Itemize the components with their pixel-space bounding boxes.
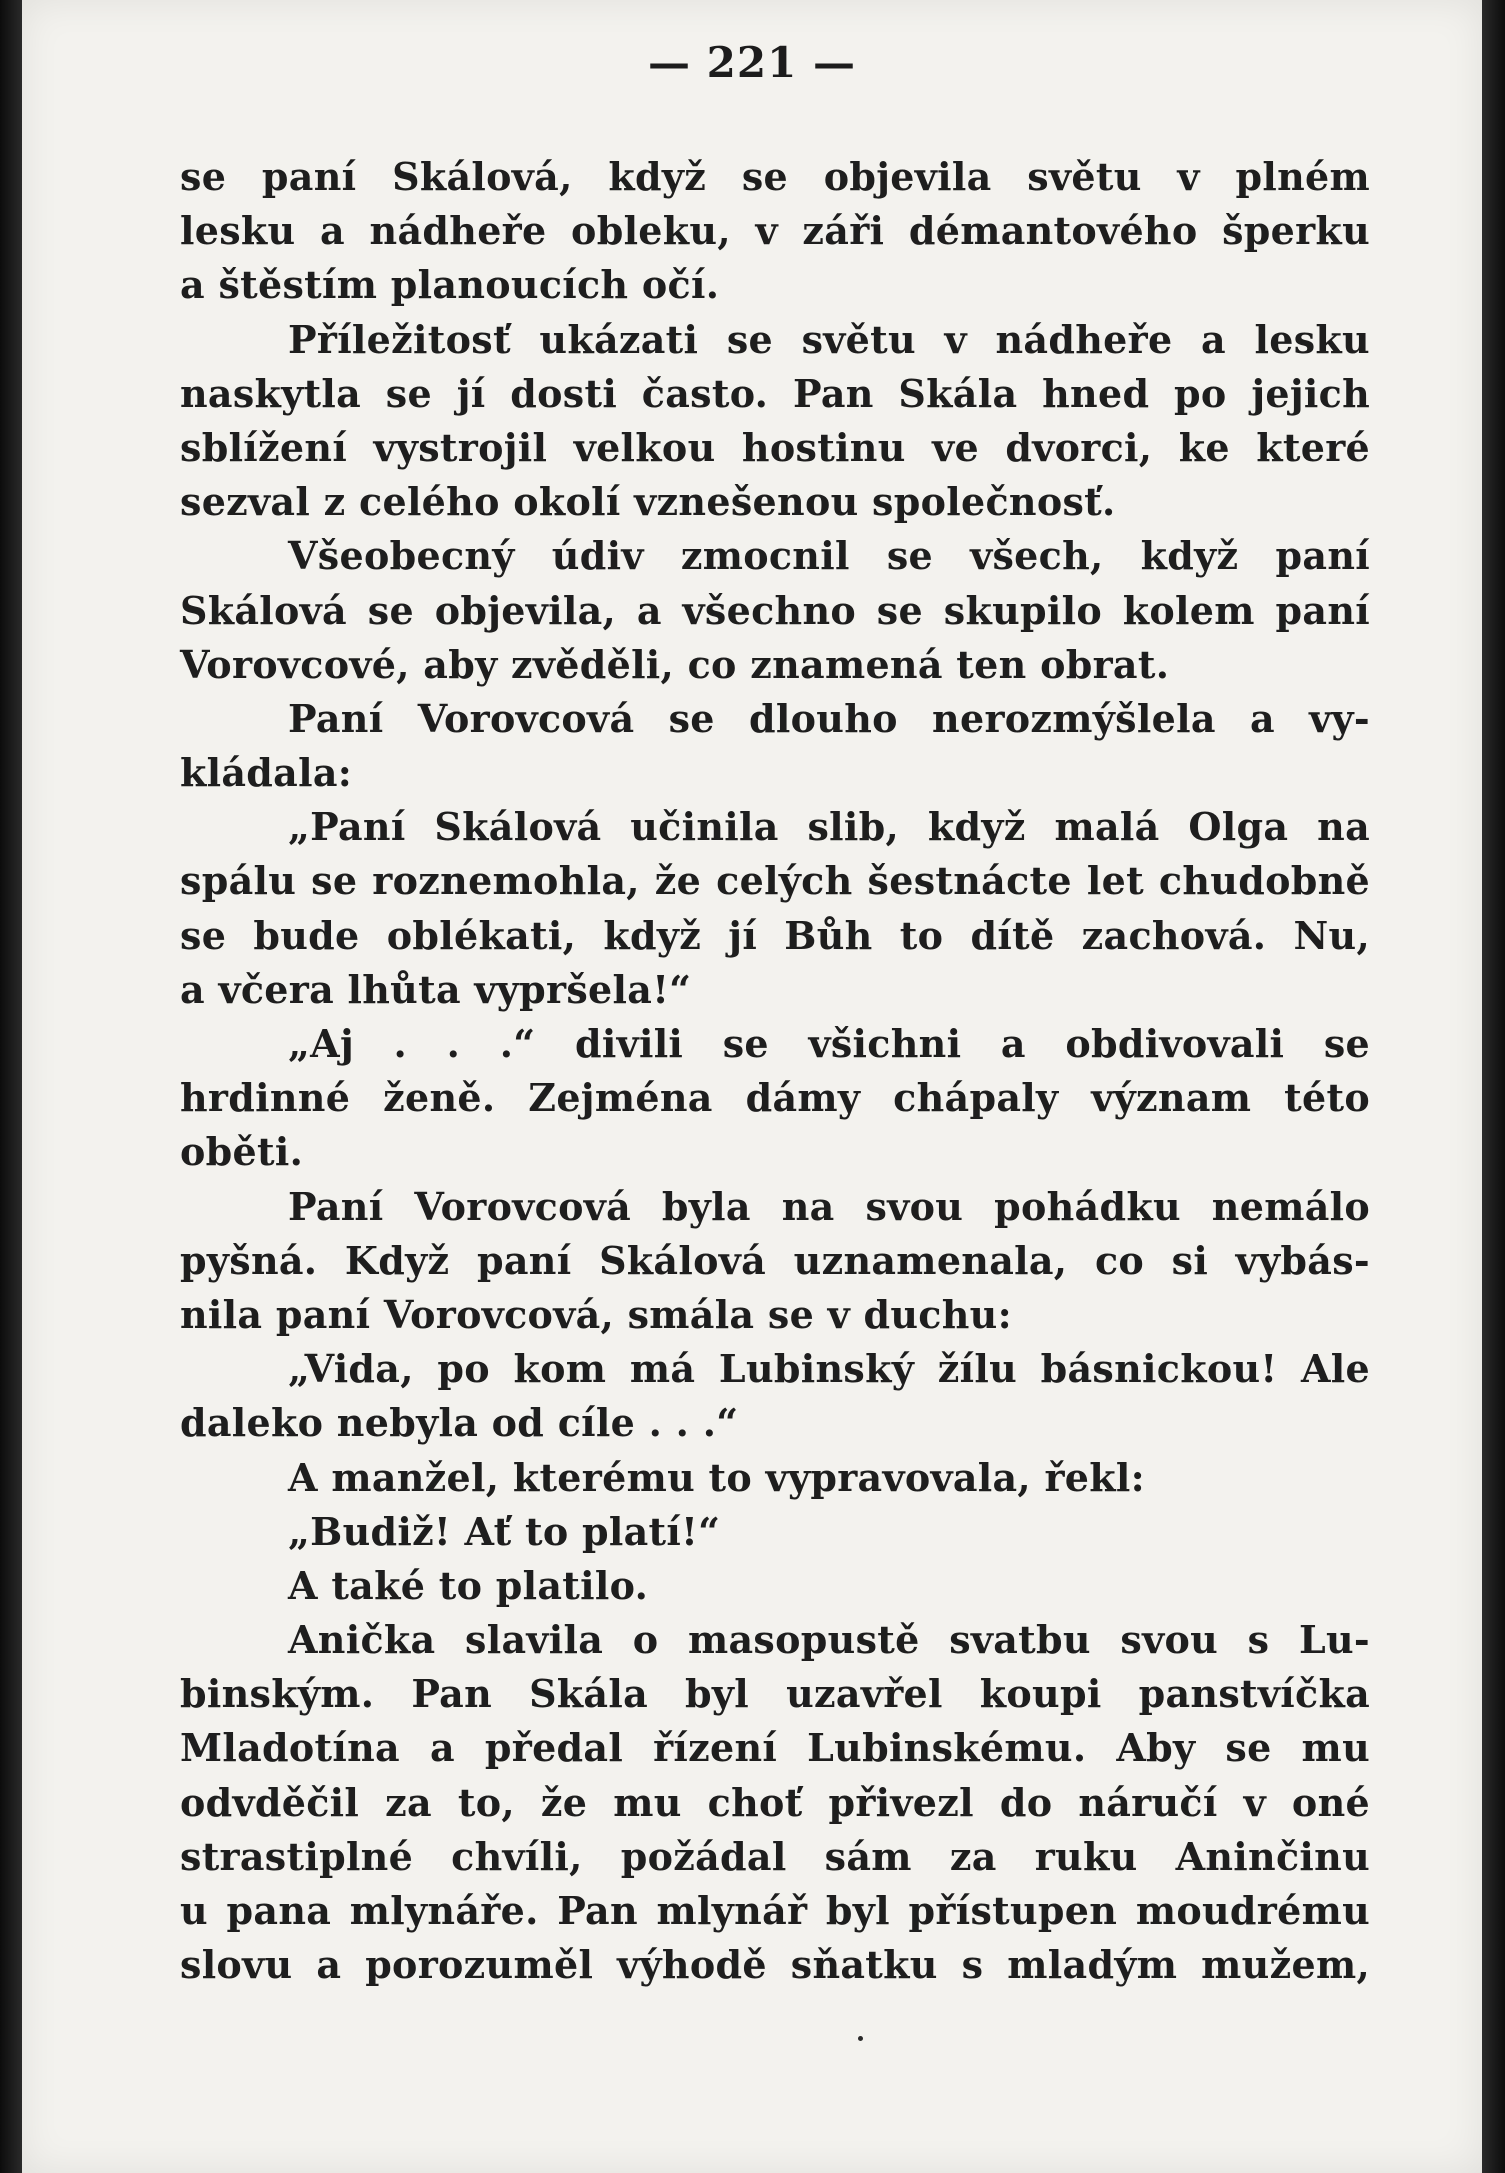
scan-edge-right — [1482, 0, 1505, 2173]
text-line: a včera lhůta vypršela!“ — [180, 966, 692, 1012]
text-line: kládala: — [180, 750, 353, 796]
text-line: sezval z celého okolí vznešenou společnosť. — [180, 479, 1116, 525]
text-line: pyšná. Když paní Skálová uznamenala, co si vybás- — [180, 1237, 1370, 1283]
text-line: Vorovcové, aby zvěděli, co znamená ten obrat. — [180, 641, 1170, 687]
text-line: u pana mlynáře. Pan mlynář byl přístupen moudrému — [180, 1888, 1370, 1933]
text-line: Anička slavila o masopustě svatbu svou s Lu- — [288, 1617, 1370, 1663]
text-line: spálu se roznemohla, že celých šestnácte let chudobně — [180, 858, 1370, 904]
page-number: — 221 — — [648, 38, 856, 87]
text-line: Skálová se objevila, a všechno se skupilo kolem paní — [180, 587, 1370, 633]
text-line: Příležitosť ukázati se světu v nádheře a lesku — [288, 316, 1370, 362]
text-line: odvděčil za to, že mu choť přivezl do náručí v oné — [180, 1779, 1370, 1825]
text-line: „Aj . . .“ divili se všichni a obdivovali se — [288, 1021, 1370, 1066]
text-line: oběti. — [180, 1129, 304, 1175]
text-line: hrdinné ženě. Zejména dámy chápaly význam této — [180, 1075, 1370, 1121]
text-line: „Paní Skálová učinila slib, když malá Olga na — [288, 804, 1370, 850]
text-line: Paní Vorovcová se dlouho nerozmýšlela a vy- — [288, 695, 1370, 741]
text-line: lesku a nádheře obleku, v záři démantového šperku — [180, 208, 1370, 254]
text-line: sblížení vystrojil velkou hostinu ve dvorci, ke které — [180, 424, 1370, 470]
ink-speck — [858, 2036, 863, 2041]
scan-edge-left — [0, 0, 22, 2173]
text-line: nila paní Vorovcová, smála se v duchu: — [180, 1291, 1012, 1337]
text-line: se bude oblékati, když jí Bůh to dítě zachová. Nu, — [180, 912, 1370, 958]
text-line: A také to platilo. — [288, 1562, 649, 1608]
text-line: naskytla se jí dosti často. Pan Skála hned po jejich — [180, 370, 1370, 416]
text-line: „Vida, po kom má Lubinský žílu básnickou! Ale — [288, 1346, 1370, 1392]
text-line: Paní Vorovcová byla na svou pohádku nemálo — [288, 1183, 1370, 1229]
text-line: A manžel, kterému to vypravovala, řekl: — [288, 1454, 1145, 1500]
text-line: strastiplné chvíli, požádal sám za ruku Aninčinu — [180, 1833, 1370, 1879]
book-page — [22, 0, 1482, 2173]
text-line: binským. Pan Skála byl uzavřel koupi panstvíčka — [180, 1671, 1370, 1717]
text-line: a štěstím planoucích očí. — [180, 262, 720, 308]
text-line: daleko nebyla od cíle . . .“ — [180, 1400, 739, 1446]
text-line: slovu a porozuměl výhodě sňatku s mladým mužem, — [180, 1942, 1370, 1988]
text-line: Mladotína a předal řízení Lubinskému. Aby se mu — [180, 1725, 1370, 1771]
body-text — [180, 150, 1370, 1992]
text-line: „Budiž! Ať to platí!“ — [288, 1508, 721, 1554]
text-line: se paní Skálová, když se objevila světu v plném — [180, 154, 1370, 199]
text-line: Všeobecný údiv zmocnil se všech, když paní — [288, 533, 1370, 579]
